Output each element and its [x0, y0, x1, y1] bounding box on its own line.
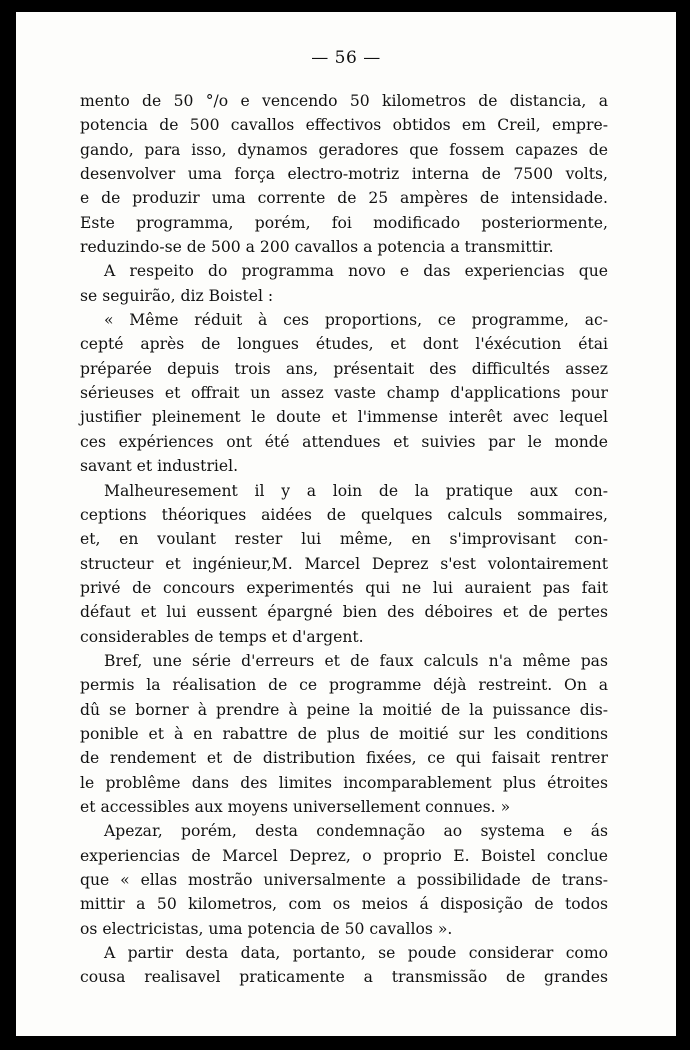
page-number: — 56 —	[311, 48, 381, 68]
text-line: préparée depuis trois ans, présentait des difficultés assez	[80, 359, 608, 378]
text-line: e de produzir uma corrente de 25 ampères de intensidade.	[80, 189, 608, 208]
text-line: de rendement et de distribution fixées, ce qui faisait rentrer	[80, 749, 608, 768]
text-line: experiencias de Marcel Deprez, o proprio E. Boistel conclue	[80, 846, 608, 865]
text-line: mento de 50 °/o e vencendo 50 kilometros de distancia, a	[80, 92, 608, 110]
text-line: Malheuresement il y a loin de la pratique aux con-	[104, 481, 608, 500]
text-line: gando, para isso, dynamos geradores que fossem capazes de	[80, 140, 608, 159]
text-line: Apezar, porém, desta condemnação ao systema e ás	[104, 822, 608, 841]
text-line: structeur et ingénieur,M. Marcel Deprez s'est volontairement	[80, 554, 608, 573]
text-line: A partir desta data, portanto, se poude considerar como	[104, 944, 608, 963]
text-line: se seguirão, diz Boistel :	[80, 286, 274, 305]
text-line: justifier pleinement le doute et l'immense interêt avec lequel	[80, 408, 608, 427]
text-line: privé de concours experimentés qui ne lui auraient pas fait	[80, 578, 608, 597]
text-line: cousa realisavel praticamente a transmissão de grandes	[80, 968, 608, 987]
text-line: le problême dans des limites incomparablement plus étroites	[80, 773, 608, 792]
text-line: potencia de 500 cavallos effectivos obtidos em Creil, empre-	[80, 116, 608, 135]
text-line: reduzindo-se de 500 a 200 cavallos a potencia a transmittir.	[80, 238, 554, 257]
body-text	[80, 89, 608, 990]
text-line: mittir a 50 kilometros, com os meios á disposição de todos	[80, 895, 608, 914]
text-line: permis la réalisation de ce programme déjà restreint. On a	[80, 676, 608, 695]
text-line: os electricistas, uma potencia de 50 cavallos ».	[80, 919, 453, 938]
text-line: dû se borner à prendre à peine la moitié de la puissance dis-	[80, 700, 608, 719]
text-line: défaut et lui eussent épargné bien des déboires et de pertes	[80, 603, 608, 622]
text-line: A respeito do programma novo e das experiencias que	[104, 262, 608, 281]
text-line: ponible et à en rabattre de plus de moitié sur les conditions	[80, 724, 608, 743]
text-line: et, en voulant rester lui même, en s'improvisant con-	[80, 530, 608, 549]
text-line: Este programma, porém, foi modificado posteriormente,	[80, 213, 608, 232]
text-line: que « ellas mostrão universalmente a possibilidade de trans-	[80, 871, 608, 889]
text-line: cepté après de longues études, et dont l'éxécution étai	[80, 335, 608, 354]
text-line: considerables de temps et d'argent.	[80, 627, 364, 646]
text-line: et accessibles aux moyens universellement connues. »	[80, 797, 511, 816]
text-line: ceptions théoriques aidées de quelques calculs sommaires,	[80, 505, 608, 524]
text-line: desenvolver uma força electro-motriz interna de 7500 volts,	[80, 165, 608, 184]
text-line: Bref, une série d'erreurs et de faux calculs n'a même pas	[104, 651, 608, 670]
book-page	[16, 12, 676, 1036]
text-line: « Même réduit à ces proportions, ce programme, ac-	[104, 311, 608, 330]
text-line: sérieuses et offrait un assez vaste champ d'applications pour	[80, 384, 608, 403]
text-line: savant et industriel.	[80, 457, 239, 476]
text-line: ces expériences ont été attendues et suivies par le monde	[80, 432, 608, 451]
